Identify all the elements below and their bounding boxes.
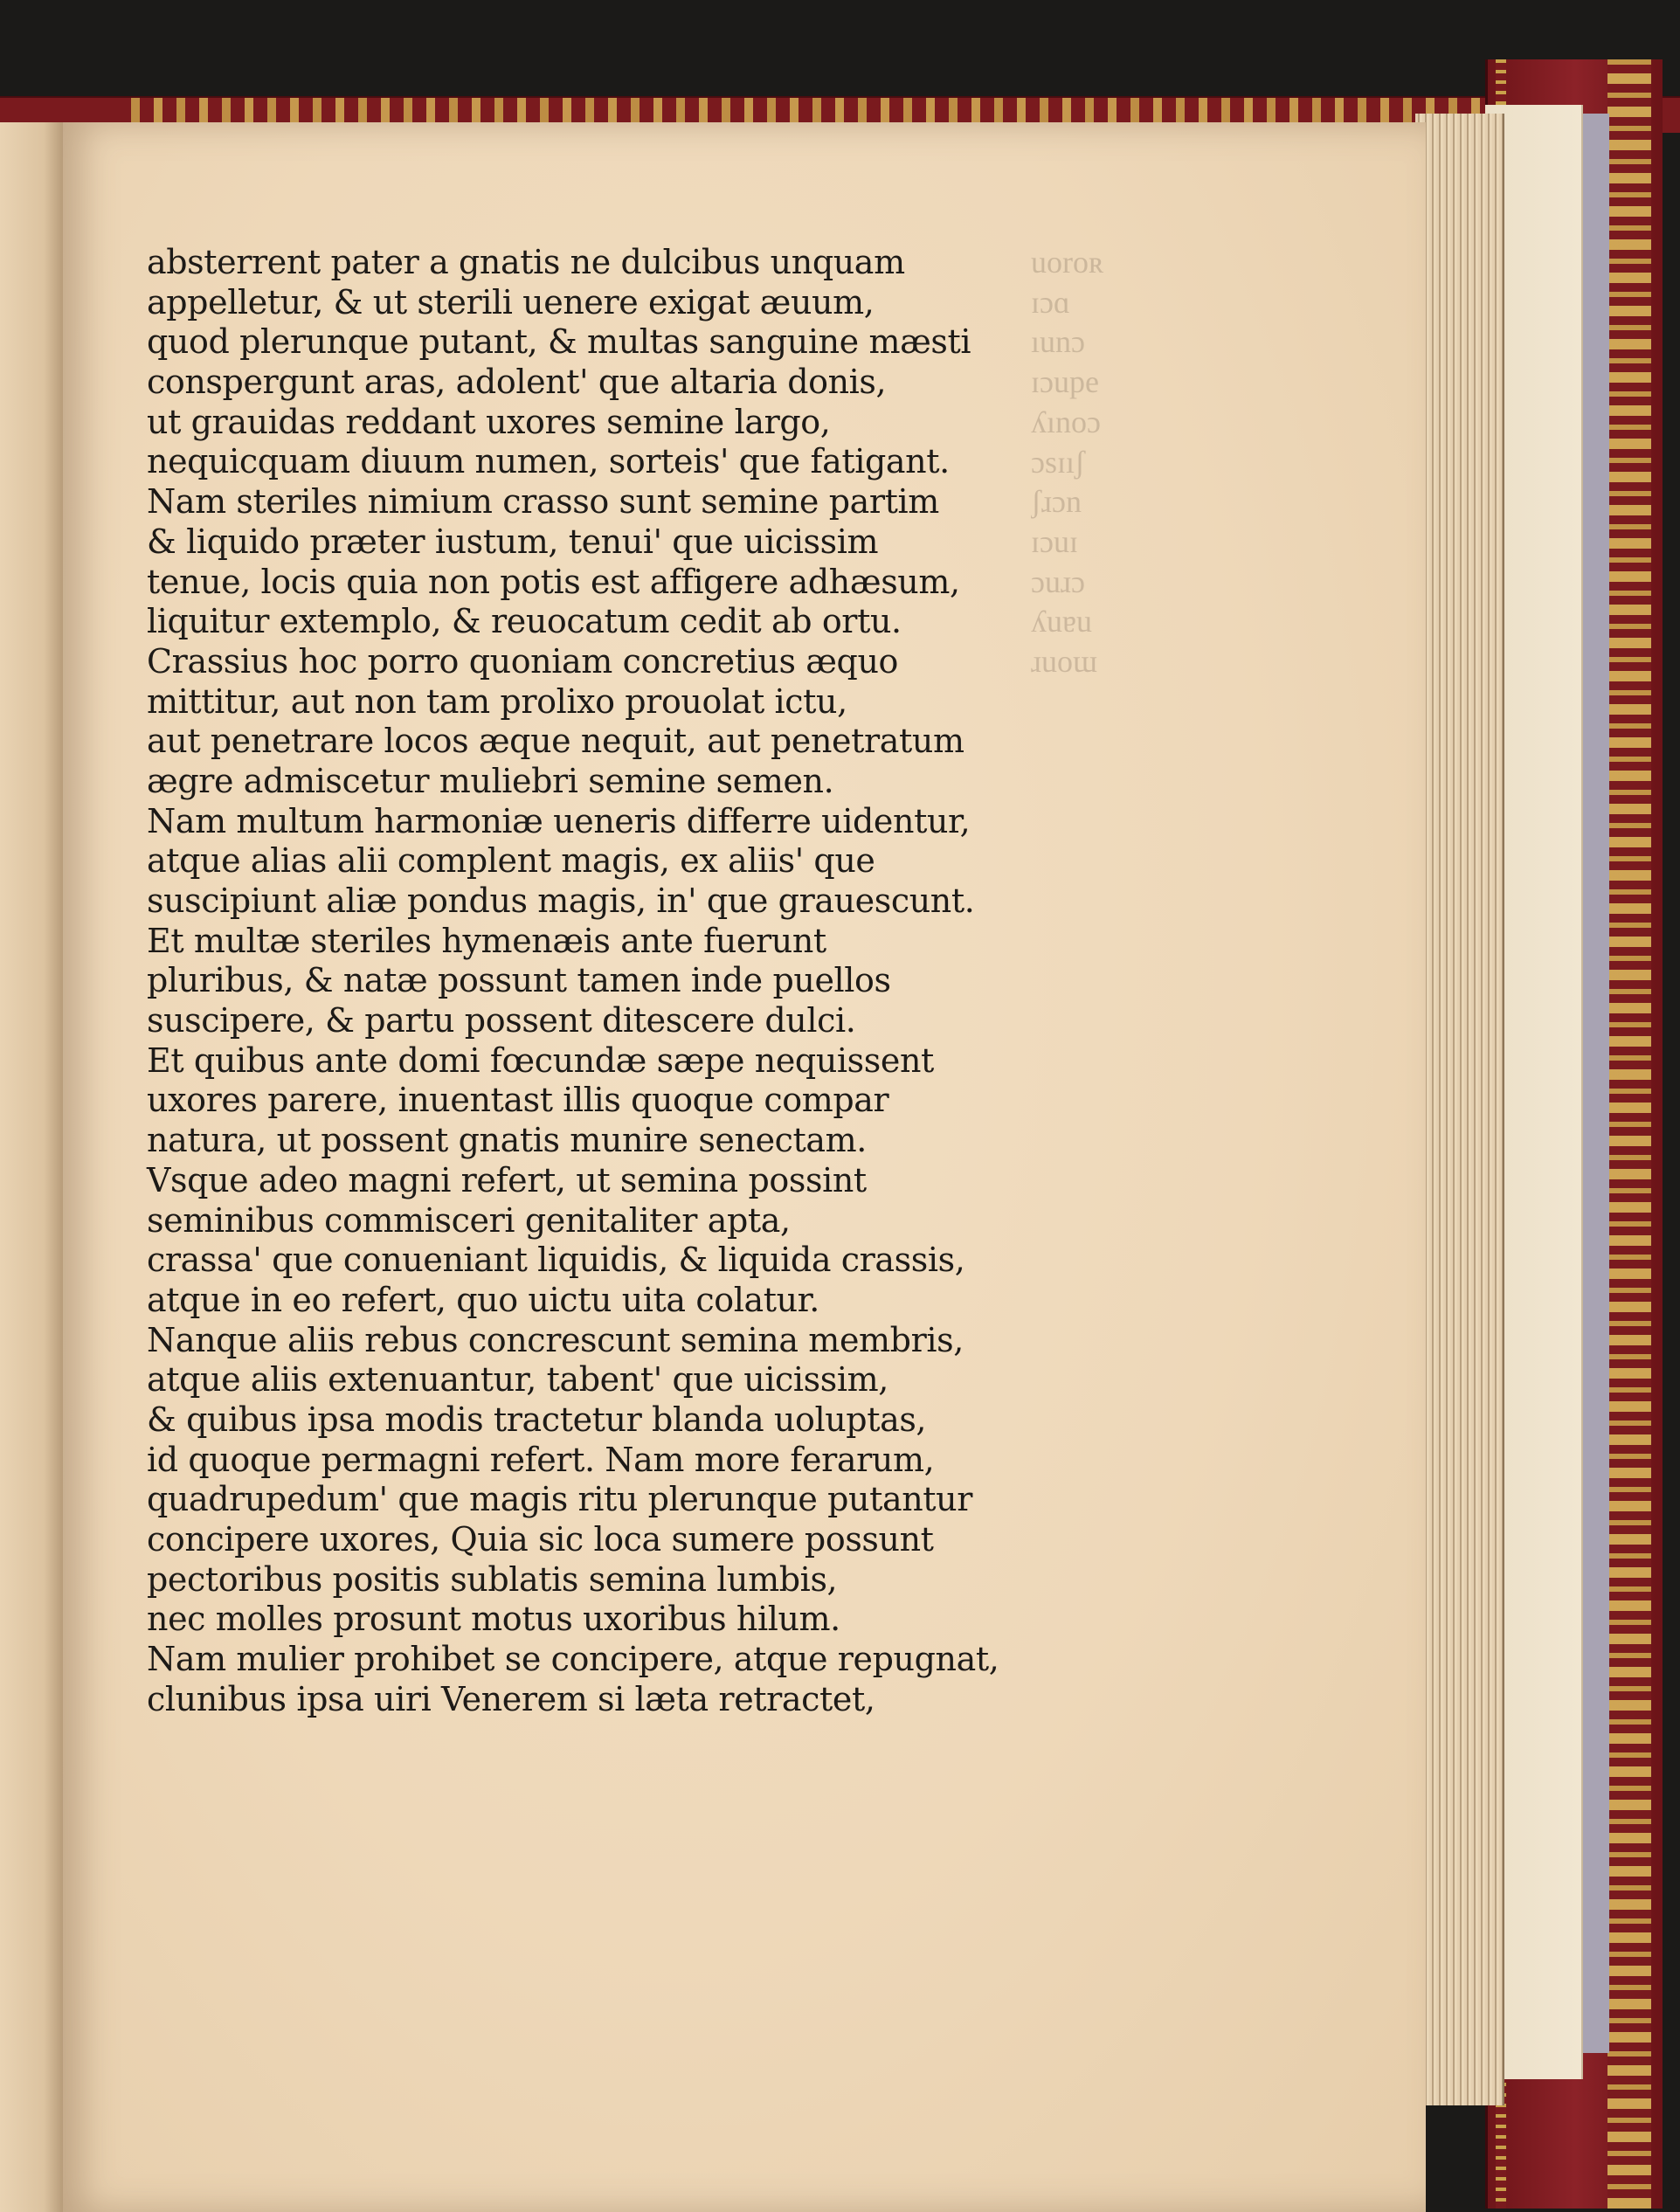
text-line: aut penetrare locos æque nequit, aut penetratum (147, 722, 964, 761)
text-line: pectoribus positis sublatis semina lumbis, (147, 1559, 838, 1599)
text-line: pluribus, & natæ possunt tamen inde puellos (147, 961, 891, 1000)
text-line: absterrent pater a gnatis ne dulcibus unquam (147, 243, 905, 281)
text-line: & liquido præter iustum, tenui' que uicissim (147, 522, 879, 561)
poem-text-block (147, 243, 999, 1719)
text-line: quadrupedum' que magis ritu plerunque putantur (147, 1480, 972, 1519)
show-through-text: uoroʀ ɪɔɑ ıunɔ ɪɔupe ʎınoɔ ɔsɪıʃ ʃɹɔn ɪɔuɪ ɔuɹɔ ʎuɐu ɹuoɯ (1031, 245, 1104, 680)
text-line: nec molles prosunt motus uxoribus hilum. (147, 1600, 840, 1639)
left-page-edge (0, 122, 66, 2212)
text-line: liquitur extemplo, & reuocatum cedit ab ortu. (147, 602, 902, 641)
text-line: mittitur, aut non tam prolixo prouolat ictu, (147, 681, 847, 721)
text-line: atque alias alii complent magis, ex aliis' que (147, 841, 875, 881)
text-line: quod plerunque putant, & multas sanguine mæsti (147, 322, 971, 362)
text-line: Nam multum harmoniæ ueneris differre uidentur, (147, 801, 971, 840)
text-line: & quibus ipsa modis tractetur blanda uoluptas, (147, 1400, 927, 1439)
text-line: atque in eo refert, quo uictu uita colatur. (147, 1280, 819, 1319)
text-line: appelletur, & ut sterili uenere exigat æuum, (147, 282, 875, 321)
text-line: tenue, locis quia non potis est affigere adhæsum, (147, 562, 960, 601)
text-line: ægre admiscetur muliebri semine semen. (147, 761, 834, 800)
text-line: crassa' que conueniant liquidis, & liquida crassis, (147, 1241, 965, 1280)
gilt-tooling-border (1607, 59, 1651, 2209)
text-line: concipere uxores, Quia sic loca sumere possunt (147, 1520, 934, 1559)
text-line: conspergunt aras, adolent' que altaria donis, (147, 363, 887, 402)
text-line: Vsque adeo magni refert, ut semina possint (147, 1160, 867, 1199)
text-line: Crassius hoc porro quoniam concretius æquo (147, 641, 899, 681)
text-line: Nanque aliis rebus concrescunt semina membris, (147, 1320, 964, 1359)
text-line: clunibus ipsa uiri Venerem si læta retractet, (147, 1679, 875, 1718)
text-line: atque aliis extenuantur, tabent' que uicissim, (147, 1360, 888, 1400)
text-line: natura, ut possent gnatis munire senectam. (147, 1121, 867, 1160)
gilt-tooling-top (131, 98, 1494, 124)
text-line: ut grauidas reddant uxores semine largo, (147, 402, 831, 441)
text-line: Nam mulier prohibet se concipere, atque repugnat, (147, 1640, 999, 1679)
text-line: seminibus commisceri genitaliter apta, (147, 1200, 791, 1240)
text-line: Et multæ steriles hymenæis ante fuerunt (147, 921, 826, 960)
text-line: Nam steriles nimium crasso sunt semine partim (147, 482, 939, 522)
text-line: Et quibus ante domi fœcundæ sæpe nequissent (147, 1040, 934, 1080)
text-line: suscipiunt aliæ pondus magis, in' que grauescunt. (147, 881, 975, 920)
text-line: id quoque permagni refert. Nam more ferarum, (147, 1440, 935, 1479)
page-edge-stack (1415, 114, 1504, 2105)
text-line: nequicquam diuum numen, sorteis' que fatigant. (147, 442, 950, 481)
text-line: suscipere, & partu possent ditescere dulci. (147, 1001, 856, 1040)
text-line: uxores parere, inuentast illis quoque compar (147, 1081, 889, 1120)
